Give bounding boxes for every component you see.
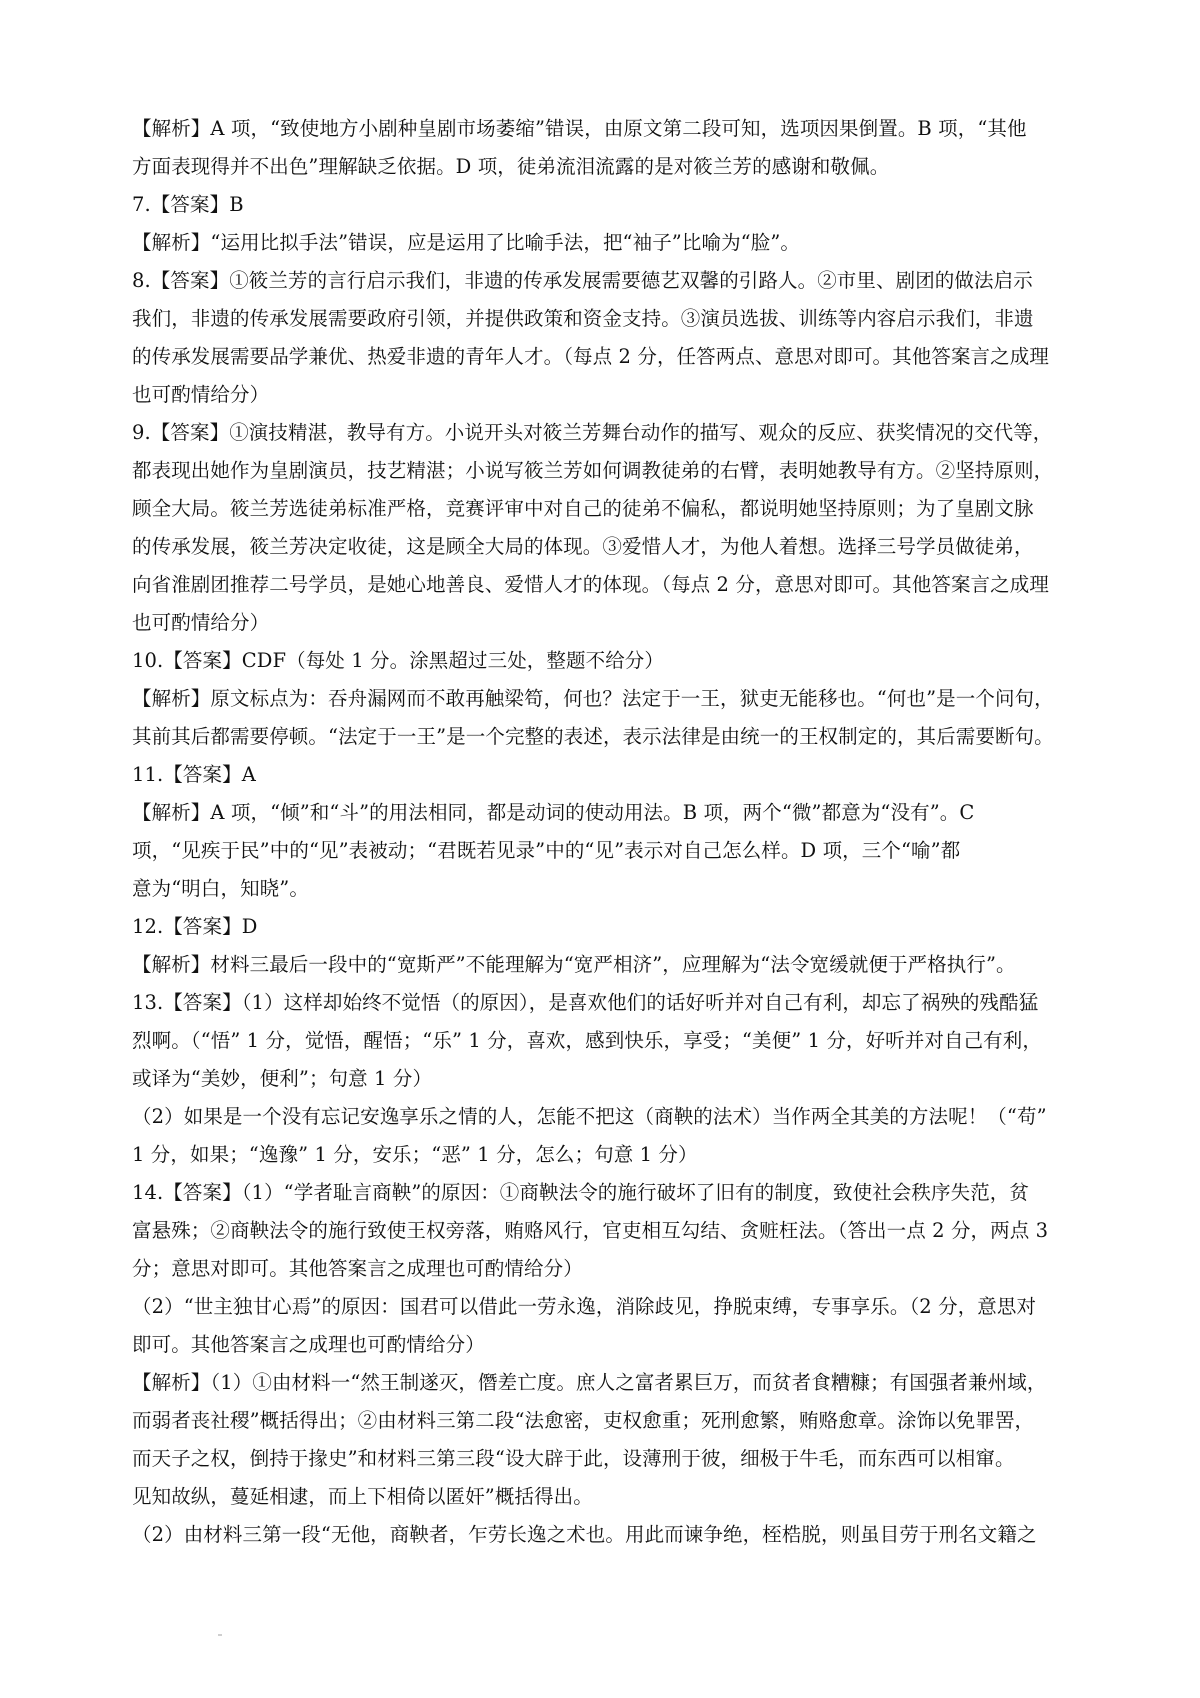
text-line: 【解析】（1）①由材料一“然王制遂灭，僭差亡度。庶人之富者累巨万，而贫者食糟糠；有国强者兼州域， xyxy=(132,1371,1047,1394)
text-line: 意为“明白，知晓”。 xyxy=(132,877,309,900)
text-line: 【解析】“运用比拟手法”错误，应是运用了比喻手法，把“袖子”比喻为“脸”。 xyxy=(132,231,801,254)
text-line: 向省淮剧团推荐二号学员，是她心地善良、爱惜人才的体现。（每点 2 分，意思对即可。其他答案言之成理 xyxy=(132,573,1049,596)
text-line: 【解析】A 项，“致使地方小剧种皇剧市场萎缩”错误，由原文第二段可知，选项因果倒置。B 项，“其他 xyxy=(132,117,1027,140)
text-line: 都表现出她作为皇剧演员，技艺精湛；小说写筱兰芳如何调教徒弟的右臂，表明她教导有方。②坚持原则， xyxy=(132,459,1054,482)
text-line: 13.【答案】（1）这样却始终不觉悟（的原因），是喜欢他们的话好听并对自己有利，却忘了祸殃的残酷猛 xyxy=(132,991,1039,1014)
text-line: 1 分，如果；“逸豫” 1 分，安乐；“恶” 1 分，怎么；句意 1 分） xyxy=(132,1143,698,1166)
text-line: 或译为“美妙，便利”；句意 1 分） xyxy=(132,1067,433,1090)
text-line: （2）如果是一个没有忘记安逸享乐之情的人，怎能不把这（商鞅的法术）当作两全其美的方法呢！（“苟” xyxy=(132,1105,1047,1128)
text-line: 8.【答案】①筱兰芳的言行启示我们，非遗的传承发展需要德艺双馨的引路人。②市里、剧团的做法启示 xyxy=(132,269,1033,292)
text-line: 【解析】原文标点为：吞舟漏网而不敢再触梁笱，何也？法定于一王，狱吏无能移也。“何也”是一个问句， xyxy=(132,687,1054,710)
text-line: 分；意思对即可。其他答案言之成理也可酌情给分） xyxy=(132,1257,583,1280)
answer-text-body xyxy=(132,110,1112,1554)
text-line: 方面表现得并不出色”理解缺乏依据。D 项，徒弟流泪流露的是对筱兰芳的感谢和敬佩。 xyxy=(132,155,890,178)
text-line: 12.【答案】D xyxy=(132,915,258,938)
text-line: 即可。其他答案言之成理也可酌情给分） xyxy=(132,1333,485,1356)
page-edge-mark xyxy=(218,1634,222,1636)
text-line: 而弱者丧社稷”概括得出；②由材料三第二段“法愈密，吏权愈重；死刑愈繁，贿赂愈章。涂饰以免罪罟， xyxy=(132,1409,1035,1432)
text-line: 富悬殊；②商鞅法令的施行致使王权旁落，贿赂风行，官吏相互勾结、贪赃枉法。（答出一点 2 分，两点 3 xyxy=(132,1219,1049,1242)
text-line: 的传承发展，筱兰芳决定收徒，这是顾全大局的体现。③爱惜人才，为他人着想。选择三号学员做徒弟， xyxy=(132,535,1034,558)
text-line: 其前其后都需要停顿。“法定于一王”是一个完整的表述，表示法律是由统一的王权制定的，其后需要断句。 xyxy=(132,725,1054,748)
text-line: （2）由材料三第一段“无他，商鞅者，乍劳长逸之术也。用此而谏争绝，桎梏脱，则虽目劳于刑名文籍之 xyxy=(132,1523,1037,1546)
text-line: 的传承发展需要品学兼优、热爱非遗的青年人才。（每点 2 分，任答两点、意思对即可。其他答案言之成理 xyxy=(132,345,1049,368)
text-line: 我们，非遗的传承发展需要政府引领，并提供政策和资金支持。③演员选拔、训练等内容启示我们，非遗 xyxy=(132,307,1034,330)
text-line: 见知故纵，蔓延相逮，而上下相倚以匿奸”概括得出。 xyxy=(132,1485,593,1508)
text-line: （2）“世主独甘心焉”的原因：国君可以借此一劳永逸，消除歧见，挣脱束缚，专事享乐。（2 分，意思对 xyxy=(132,1295,1037,1318)
text-line: 14.【答案】（1）“学者耻言商鞅”的原因：①商鞅法令的施行破坏了旧有的制度，致使社会秩序失范，贫 xyxy=(132,1181,1030,1204)
text-line: 【解析】材料三最后一段中的“宽斯严”不能理解为“宽严相济”，应理解为“法令宽缓就便于严格执行”。 xyxy=(132,953,1016,976)
text-line: 项，“见疾于民”中的“见”表被动；“君既若见录”中的“见”表示对自己怎么样。D 项，三个“喻”都 xyxy=(132,839,961,862)
text-line: 7.【答案】B xyxy=(132,193,244,216)
text-line: 10.【答案】CDF（每处 1 分。涂黑超过三处，整题不给分） xyxy=(132,649,664,672)
text-line: 也可酌情给分） xyxy=(132,611,270,634)
text-line: 顾全大局。筱兰芳选徒弟标准严格，竞赛评审中对自己的徒弟不偏私，都说明她坚持原则；为了皇剧文脉 xyxy=(132,497,1034,520)
text-line: 11.【答案】A xyxy=(132,763,256,786)
text-line: 9.【答案】①演技精湛，教导有方。小说开头对筱兰芳舞台动作的描写、观众的反应、获奖情况的交代等， xyxy=(132,421,1053,444)
text-line: 也可酌情给分） xyxy=(132,383,270,406)
text-line: 烈啊。（“悟” 1 分，觉悟，醒悟；“乐” 1 分，喜欢，感到快乐，享受；“美便” 1 分，好听并对自己有利， xyxy=(132,1029,1042,1052)
text-line: 【解析】A 项，“倾”和“斗”的用法相同，都是动词的使动用法。B 项，两个“微”都意为“没有”。C xyxy=(132,801,975,824)
text-line: 而天子之权，倒持于掾史”和材料三第三段“设大辟于此，设薄刑于彼，细极于牛毛，而东西可以相窜。 xyxy=(132,1447,1015,1470)
